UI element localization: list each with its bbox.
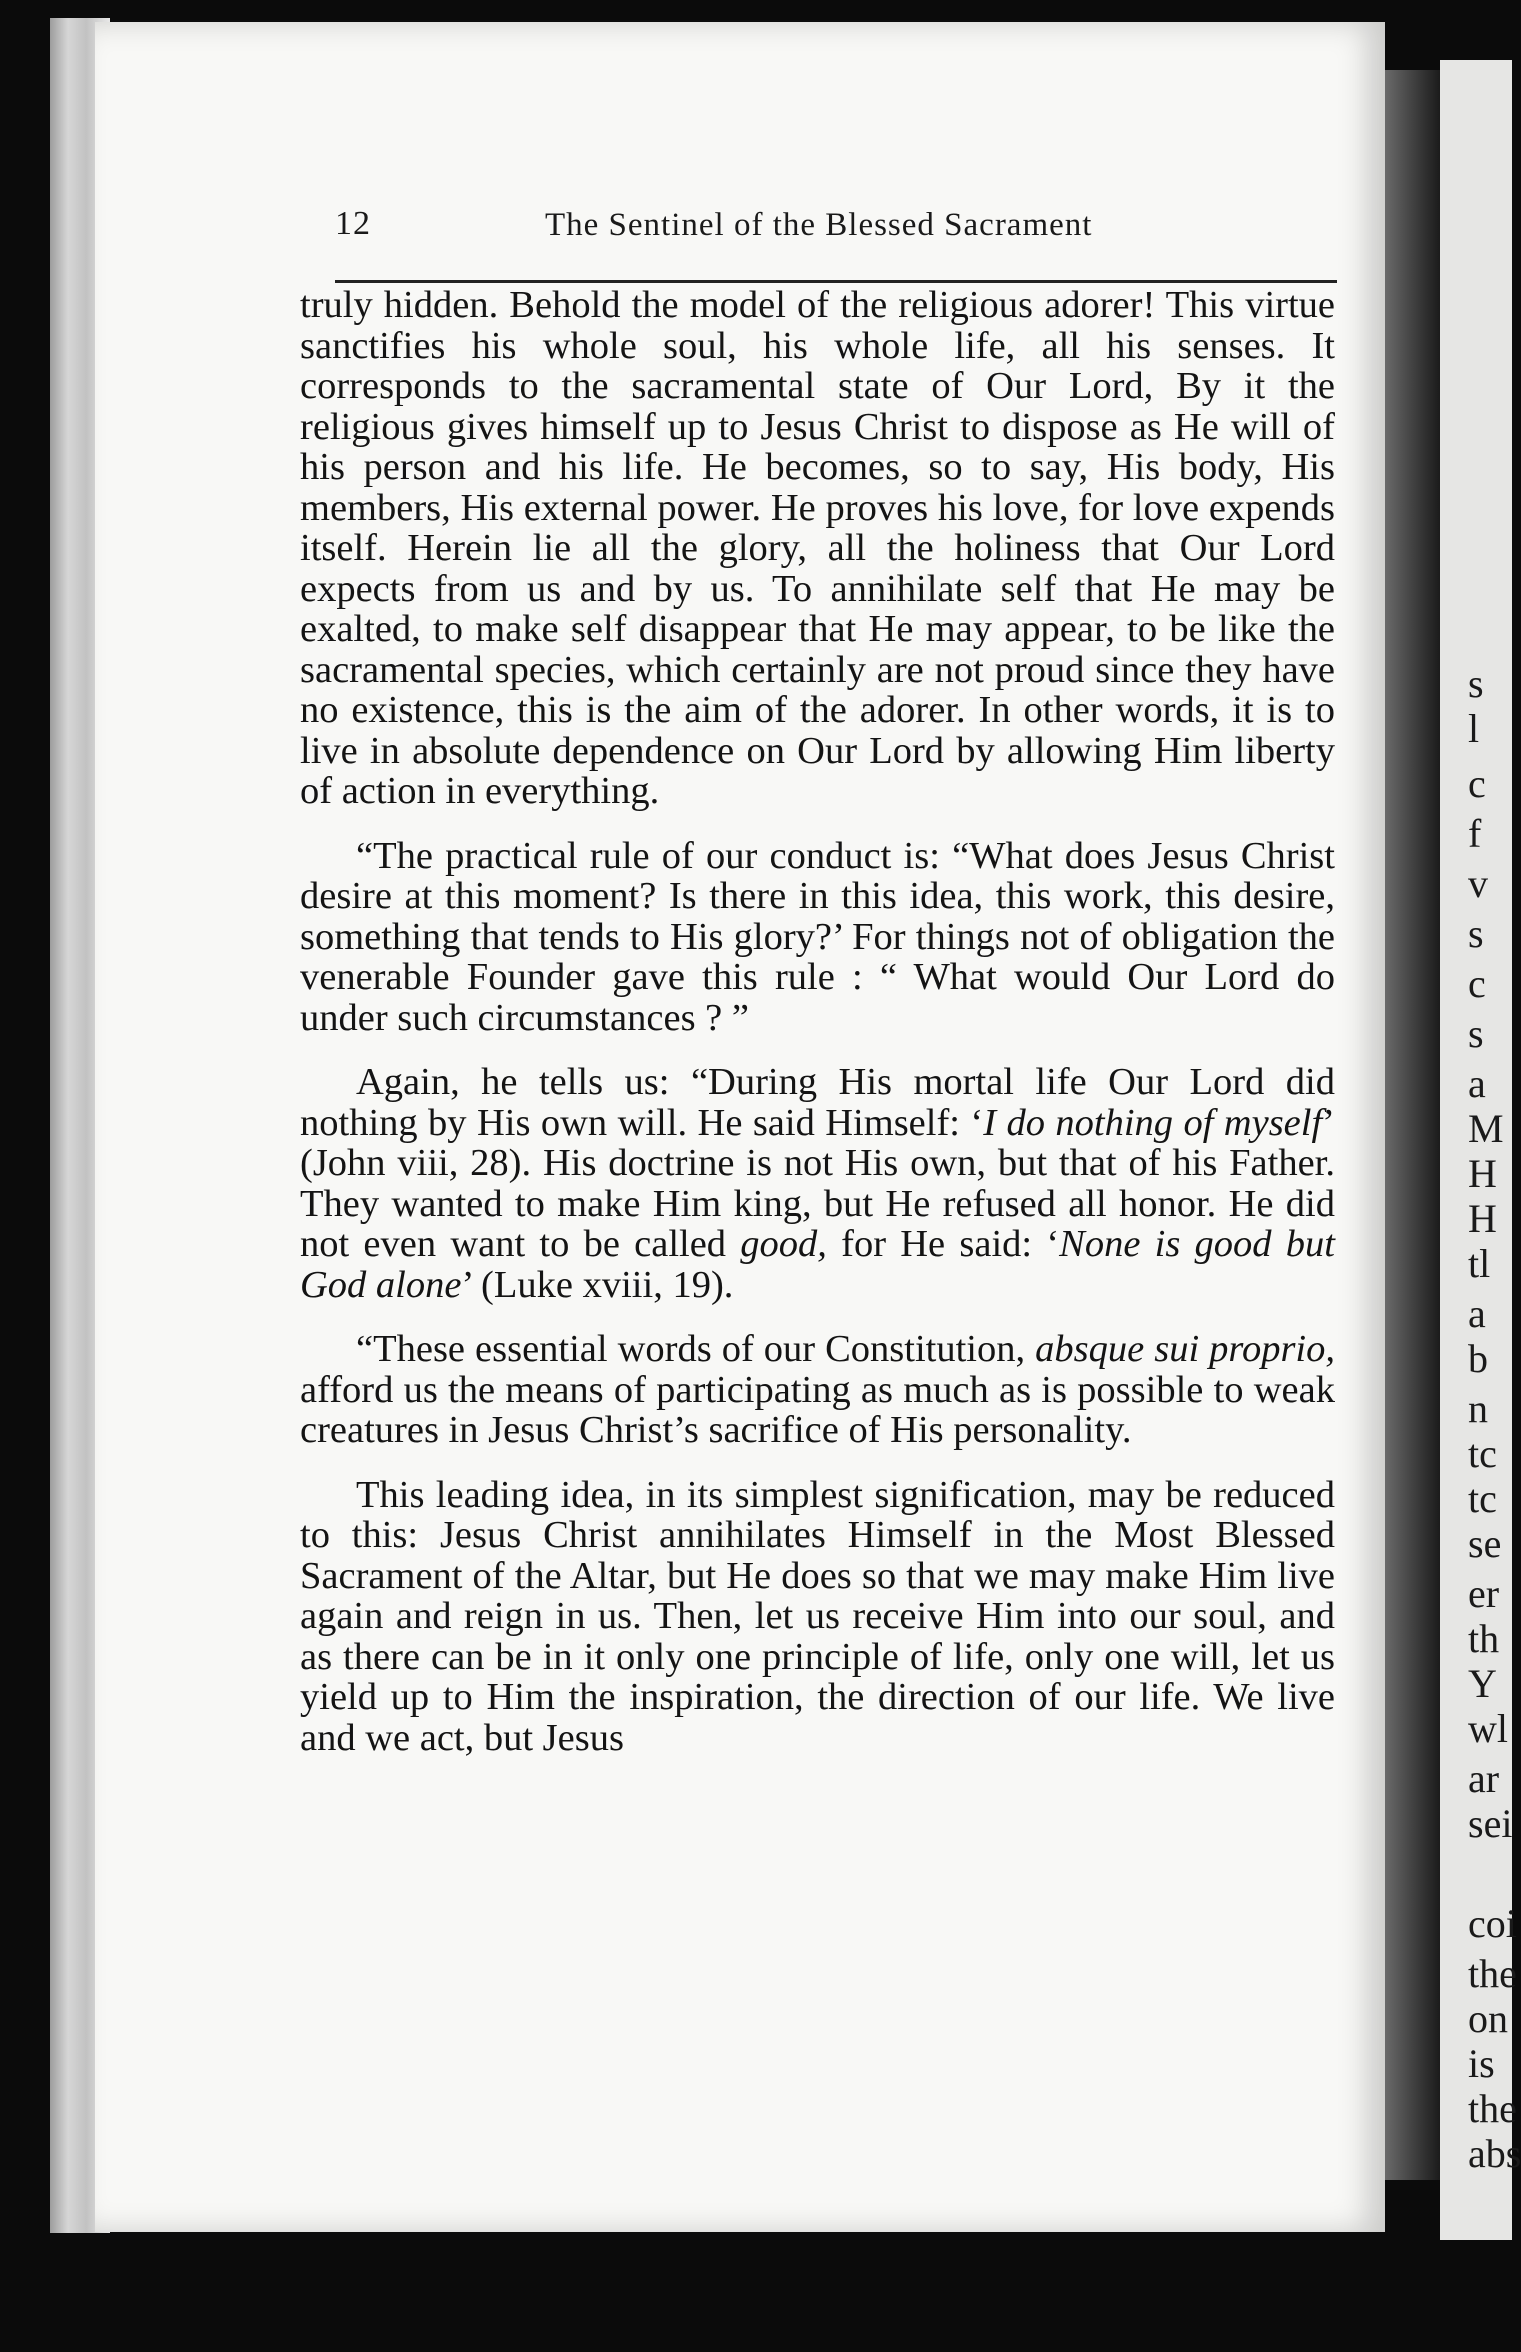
facing-page-fragment: c <box>1468 761 1486 806</box>
paragraph-3-text-3: for He said: ‘ <box>826 1223 1060 1265</box>
facing-page-fragment: H <box>1468 1196 1497 1241</box>
facing-page-fragment: H <box>1468 1151 1497 1196</box>
paragraph-4 <box>300 1329 1335 1451</box>
facing-page-fragment: the <box>1468 2086 1517 2131</box>
facing-page-fragment: abs <box>1468 2131 1521 2176</box>
facing-page-fragment: on <box>1468 1996 1508 2041</box>
facing-page-fragment: a <box>1468 1061 1486 1106</box>
facing-page-fragment: sei <box>1468 1801 1513 1846</box>
running-title: The Sentinel of the Blessed Sacrament <box>545 207 1093 243</box>
facing-page-fragment: b <box>1468 1336 1488 1381</box>
book-gutter <box>1385 70 1440 2180</box>
facing-page-fragment: n <box>1468 1386 1488 1431</box>
facing-page-fragment: tc <box>1468 1431 1497 1476</box>
paragraph-3-quote-2: None is good but God alone <box>300 1223 1335 1306</box>
facing-page-fragment: ar <box>1468 1756 1500 1801</box>
facing-page-fragment: Y <box>1468 1661 1497 1706</box>
facing-page-fragment: se <box>1468 1521 1502 1566</box>
paragraph-2: “The practical rule of our conduct is: “What does Jesus Christ desire at this moment? Is there in this idea, this work, this desire, something that tends to His glory?’ For things not of obligation the venerable Founder gave this rule : “ What would Our Lord do under such circumstances ? ” <box>300 834 1335 1039</box>
page-number: 12 <box>335 205 371 242</box>
facing-page-fragment: coi <box>1468 1901 1517 1946</box>
facing-page-fragment: M <box>1468 1106 1504 1151</box>
paragraph-3-text-2: ’ (John viii, 28). His doctrine is not His own, but that of his Father. They wanted to make Him king, but He refused all honor. He did not even want to be called <box>300 1101 1335 1265</box>
facing-page-fragment: s <box>1468 661 1484 706</box>
facing-page-fragment: the <box>1468 1951 1517 1996</box>
paragraph-3-quote-1: I do nothing of myself <box>983 1101 1323 1144</box>
facing-page-fragment: s <box>1468 911 1484 956</box>
facing-page-fragment: v <box>1468 861 1488 906</box>
facing-page-fragment: is <box>1468 2041 1495 2086</box>
page-header <box>335 205 1335 265</box>
facing-page-fragment: l <box>1468 706 1480 751</box>
facing-page-text <box>1440 60 1521 2240</box>
paragraph-5: This leading idea, in its simplest signification, may be reduced to this: Jesus Christ annihilates Himself in the Most Blessed Sacrament of the Altar, but He does so that we may make Him live again and reign in us. Then, let us receive Him into our soul, and as there can be in it only one principle of life, only one will, let us yield up to Him the inspiration, the direction of our life. We live and we act, but Jesus <box>300 1473 1335 1759</box>
paragraph-3 <box>300 1062 1335 1305</box>
facing-page-fragment: s <box>1468 1011 1484 1056</box>
paragraph-1: truly hidden. Behold the model of the religious adorer! This virtue sanctifies his whole soul, his whole life, all his senses. It corresponds to the sacramental state of Our Lord, By it the religious gives himself up to Jesus Christ to dispose as He will of his person and his life. He becomes, so to say, His body, His members, His external power. He proves his love, for love expends itself. Herein lie all the glory, all the holiness that Our Lord expects from us and by us. To annihilate self that He may be exalted, to make self disappear that He may appear, to be like the sacramental species, which certainly are not proud since they have no existence, this is the aim of the adorer. In other words, it is to live in absolute dependence on Our Lord by allowing Him liberty of action in everything. <box>300 284 1335 812</box>
facing-page-fragment: a <box>1468 1291 1486 1336</box>
paragraph-3-text-1: Again, he tells us: “During His mortal life Our Lord did nothing by His own will. He said Himself: ‘ <box>300 1061 1335 1144</box>
facing-page <box>1440 60 1521 2240</box>
paragraph-4-latin-phrase: absque sui proprio, <box>1035 1328 1336 1370</box>
paragraph-4-text-1: “These essential words of our Constitution, <box>356 1328 1036 1370</box>
facing-page-fragment: er <box>1468 1571 1500 1616</box>
facing-page-fragment: th <box>1468 1616 1500 1661</box>
facing-page-fragment: tc <box>1468 1476 1497 1521</box>
facing-page-fragment: f <box>1468 811 1482 856</box>
paragraph-4-text-2: afford us the means of participating as much as is possible to weak creatures in Jesus Christ’s sacrifice of His personality. <box>300 1368 1335 1451</box>
paragraph-3-text-4: ’ (Luke xviii, 19). <box>461 1263 734 1306</box>
body-text <box>300 285 1335 2155</box>
facing-page-fragment: c <box>1468 961 1486 1006</box>
header-rule <box>335 280 1337 283</box>
facing-page-fragment: tl <box>1468 1241 1491 1286</box>
paragraph-3-emphasis: good, <box>740 1223 827 1265</box>
facing-page-fragment: wl <box>1468 1706 1508 1751</box>
